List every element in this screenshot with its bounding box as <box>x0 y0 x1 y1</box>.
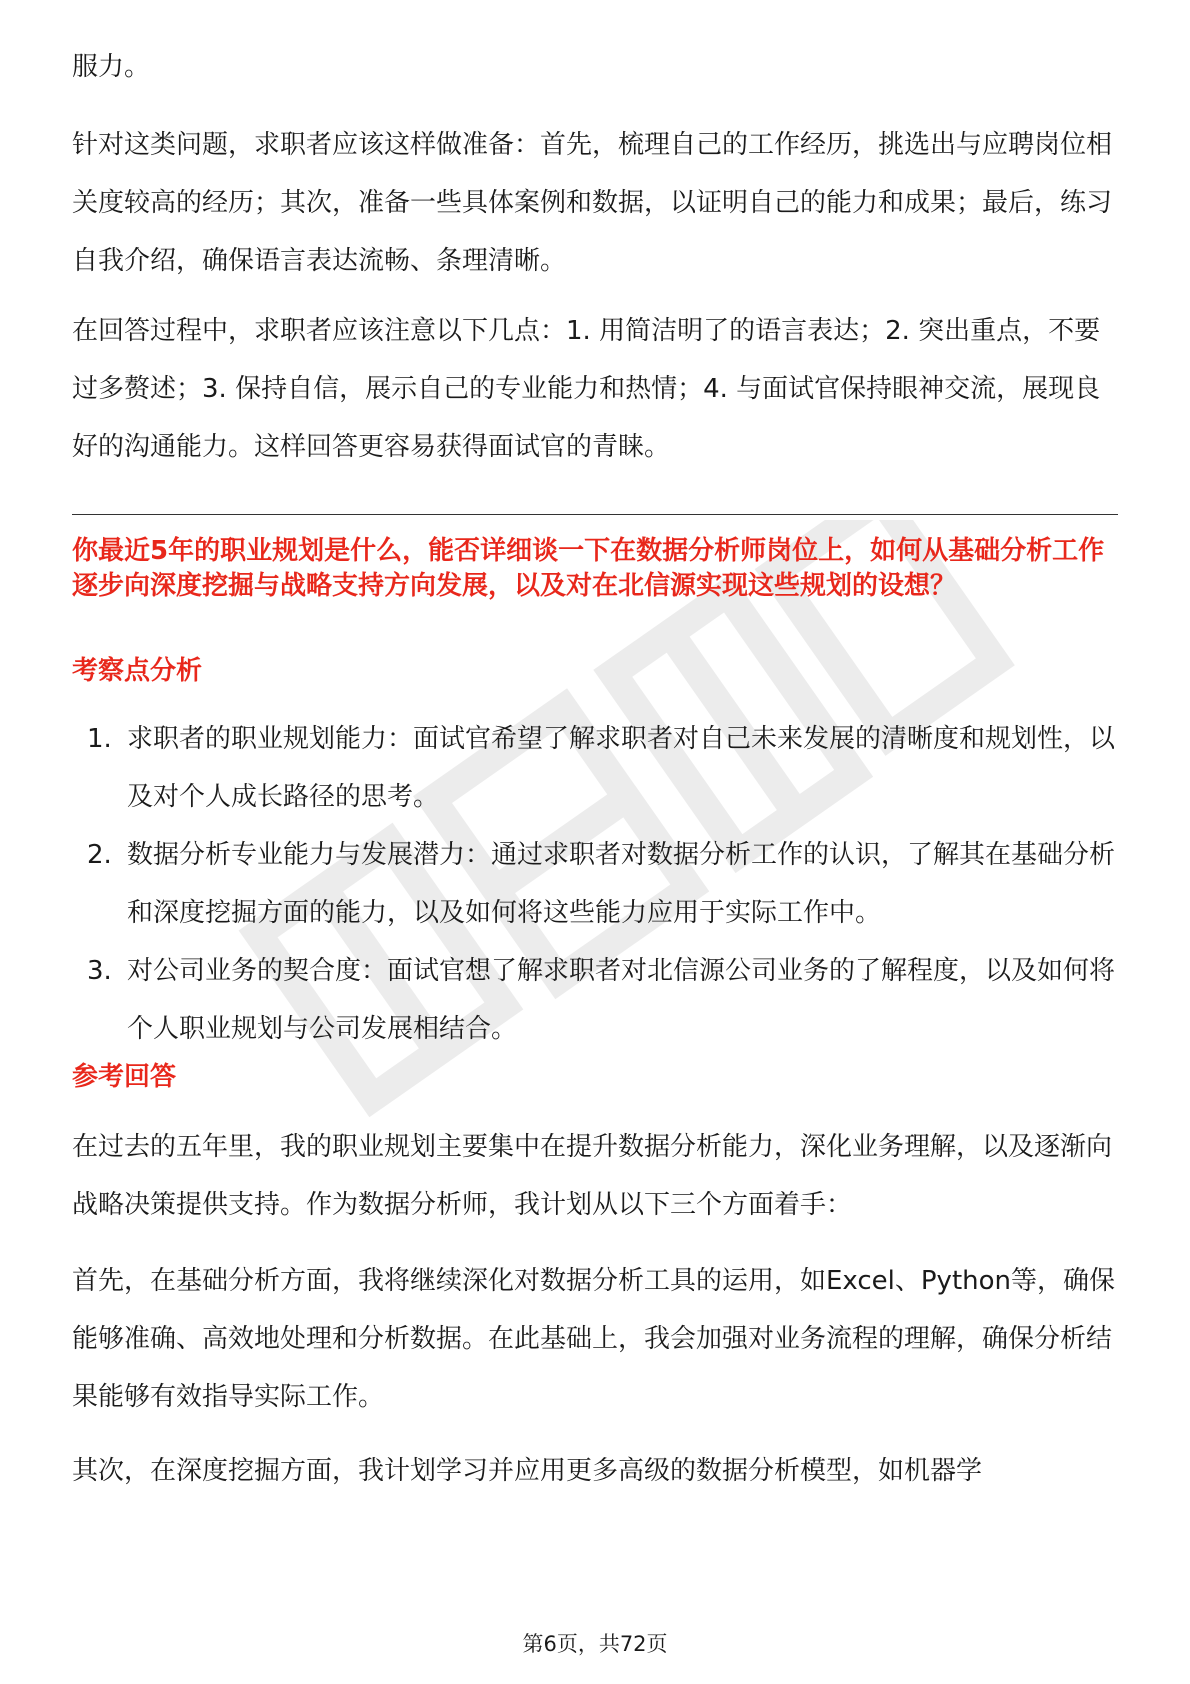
interview-question: 你最近5年的职业规划是什么，能否详细谈一下在数据分析师岗位上，如何从基础分析工作逐步向深度挖掘与战略支持方向发展，以及对在北信源实现这些规划的设想？ <box>72 536 1105 601</box>
list-item-text: 对公司业务的契合度：面试官想了解求职者对北信源公司业务的了解程度，以及如何将个人职业规划与公司发展相结合。 <box>127 956 1116 1044</box>
top-text-block <box>72 38 1118 96</box>
analysis-list <box>72 710 1118 1058</box>
answer-second-block <box>72 1442 1118 1500</box>
analysis-heading: 考察点分析 <box>72 656 203 686</box>
answer-heading: 参考回答 <box>72 1062 177 1092</box>
paragraph-answer-tips: 在回答过程中，求职者应该注意以下几点：1. 用简洁明了的语言表达；2. 突出重点，不要过多赘述；3. 保持自信，展示自己的专业能力和热情；4. 与面试官保持眼神交流，展现良好的沟通能力。这样回答更容易获得面试官的青睐。 <box>72 316 1101 462</box>
list-item <box>72 710 1118 826</box>
paragraph-continuation: 服力。 <box>72 52 151 82</box>
section-divider <box>72 514 1118 515</box>
list-item-number: 3. <box>87 956 112 986</box>
answer-paragraph-second: 其次，在深度挖掘方面，我计划学习并应用更多高级的数据分析模型，如机器学 <box>72 1456 983 1486</box>
answer-tips-block <box>72 302 1118 476</box>
list-item <box>72 942 1118 1058</box>
answer-intro-block <box>72 1118 1118 1234</box>
list-item-number: 1. <box>87 724 112 754</box>
paragraph-preparation: 针对这类问题，求职者应该这样做准备：首先，梳理自己的工作经历，挑选出与应聘岗位相关度较高的经历；其次，准备一些具体案例和数据，以证明自己的能力和成果；最后，练习自我介绍，确保语言表达流畅、条理清晰。 <box>72 130 1113 276</box>
list-item <box>72 826 1118 942</box>
answer-first-block <box>72 1252 1118 1426</box>
page-number-footer: 第6页，共72页 <box>522 1632 668 1656</box>
prep-paragraph-block <box>72 116 1118 290</box>
list-item-text: 求职者的职业规划能力：面试官希望了解求职者对自己未来发展的清晰度和规划性，以及对个人成长路径的思考。 <box>127 724 1116 812</box>
answer-paragraph-intro: 在过去的五年里，我的职业规划主要集中在提升数据分析能力，深化业务理解，以及逐渐向战略决策提供支持。作为数据分析师，我计划从以下三个方面着手： <box>72 1132 1113 1220</box>
list-item-text: 数据分析专业能力与发展潜力：通过求职者对数据分析工作的认识，了解其在基础分析和深度挖掘方面的能力，以及如何将这些能力应用于实际工作中。 <box>127 840 1116 928</box>
list-item-number: 2. <box>87 840 112 870</box>
answer-paragraph-first: 首先，在基础分析方面，我将继续深化对数据分析工具的运用，如Excel、Python等，确保能够准确、高效地处理和分析数据。在此基础上，我会加强对业务流程的理解，确保分析结果能够有效指导实际工作。 <box>72 1266 1115 1412</box>
